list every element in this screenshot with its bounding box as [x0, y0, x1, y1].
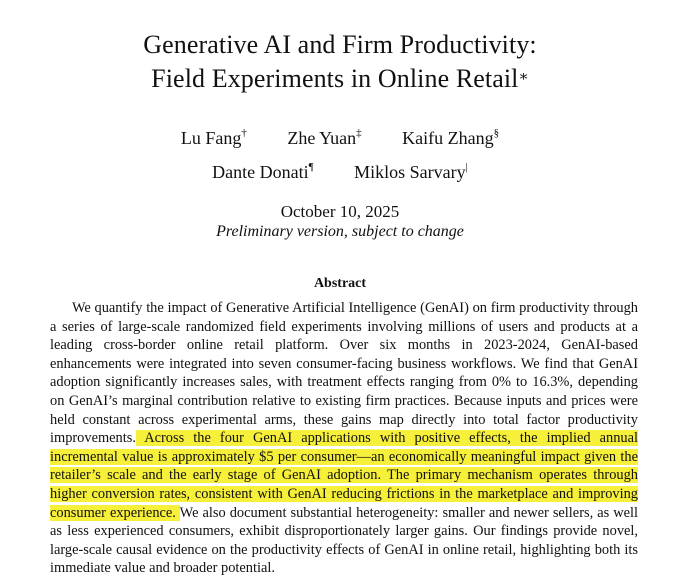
paper-title-line-1 — [0, 28, 680, 62]
authors-row-2 — [0, 156, 680, 184]
author-name: Zhe Yuan — [287, 128, 357, 148]
author — [354, 156, 468, 184]
title-line-1-text: Generative AI and Firm Productivity: — [143, 30, 537, 59]
paper-date: October 10, 2025 — [280, 202, 400, 221]
paper-title-line-2 — [0, 62, 680, 96]
abstract-text-part-1: We quantify the impact of Generative Artificial Intelligence (GenAI) on firm productivity through a series of large-scale randomized field experiments involving millions of users and products at a leading cross-border online retail platform. Over six months in 2023-2024, GenAI-based enhancements were integrated into seven consumer-facing business workflows. We find that GenAI adoption significantly increases sales, with treatment effects ranging from 0% to 16.3%, depending on GenAI’s marginal contribution relative to existing firm practices. Because inputs and prices were held constant across experimental arms, these gains map directly into total factor productivity improvements. — [50, 300, 638, 447]
abstract-body — [50, 299, 638, 578]
author-footnote-mark[interactable]: | — [465, 161, 468, 173]
abstract-highlighted-text: Across the four GenAI applications with positive effects, the implied annual incremental value is approximately $5 per consumer—an economically meaningful impact given the retailer’s scale and the early stage of GenAI adoption. The primary mechanism operates through higher conversion rates, consistent with GenAI reducing frictions in the marketplace and improving consumer experience. — [50, 430, 638, 521]
abstract-text-part-2: We also document substantial heterogeneity: smaller and newer sellers, as well as less experienced consumers, exhibit disproportionately larger gains. Our findings provide novel, large-scale causal evidence on the productivity effects of GenAI in online retail, highlighting both its immediate value and broader potential. — [50, 504, 639, 577]
version-note: Preliminary version, subject to change — [216, 223, 464, 240]
author — [181, 122, 247, 150]
title-line-2-text: Field Experiments in Online Retail — [151, 64, 519, 93]
abstract-heading: Abstract — [313, 276, 367, 291]
author-name: Lu Fang — [180, 128, 242, 148]
author-footnote-mark[interactable]: † — [241, 127, 247, 139]
title-footnote-mark[interactable]: ∗ — [518, 69, 529, 85]
author-footnote-mark[interactable]: § — [493, 127, 500, 139]
author — [402, 122, 499, 150]
author-footnote-mark[interactable]: ‡ — [356, 127, 362, 139]
author-name: Dante Donati — [212, 162, 309, 182]
author — [212, 156, 313, 184]
author — [287, 122, 361, 150]
author-name: Kaifu Zhang — [402, 128, 494, 148]
authors-row-1 — [0, 122, 680, 150]
author-name: Miklos Sarvary — [354, 162, 466, 182]
author-footnote-mark[interactable]: ¶ — [308, 161, 314, 173]
